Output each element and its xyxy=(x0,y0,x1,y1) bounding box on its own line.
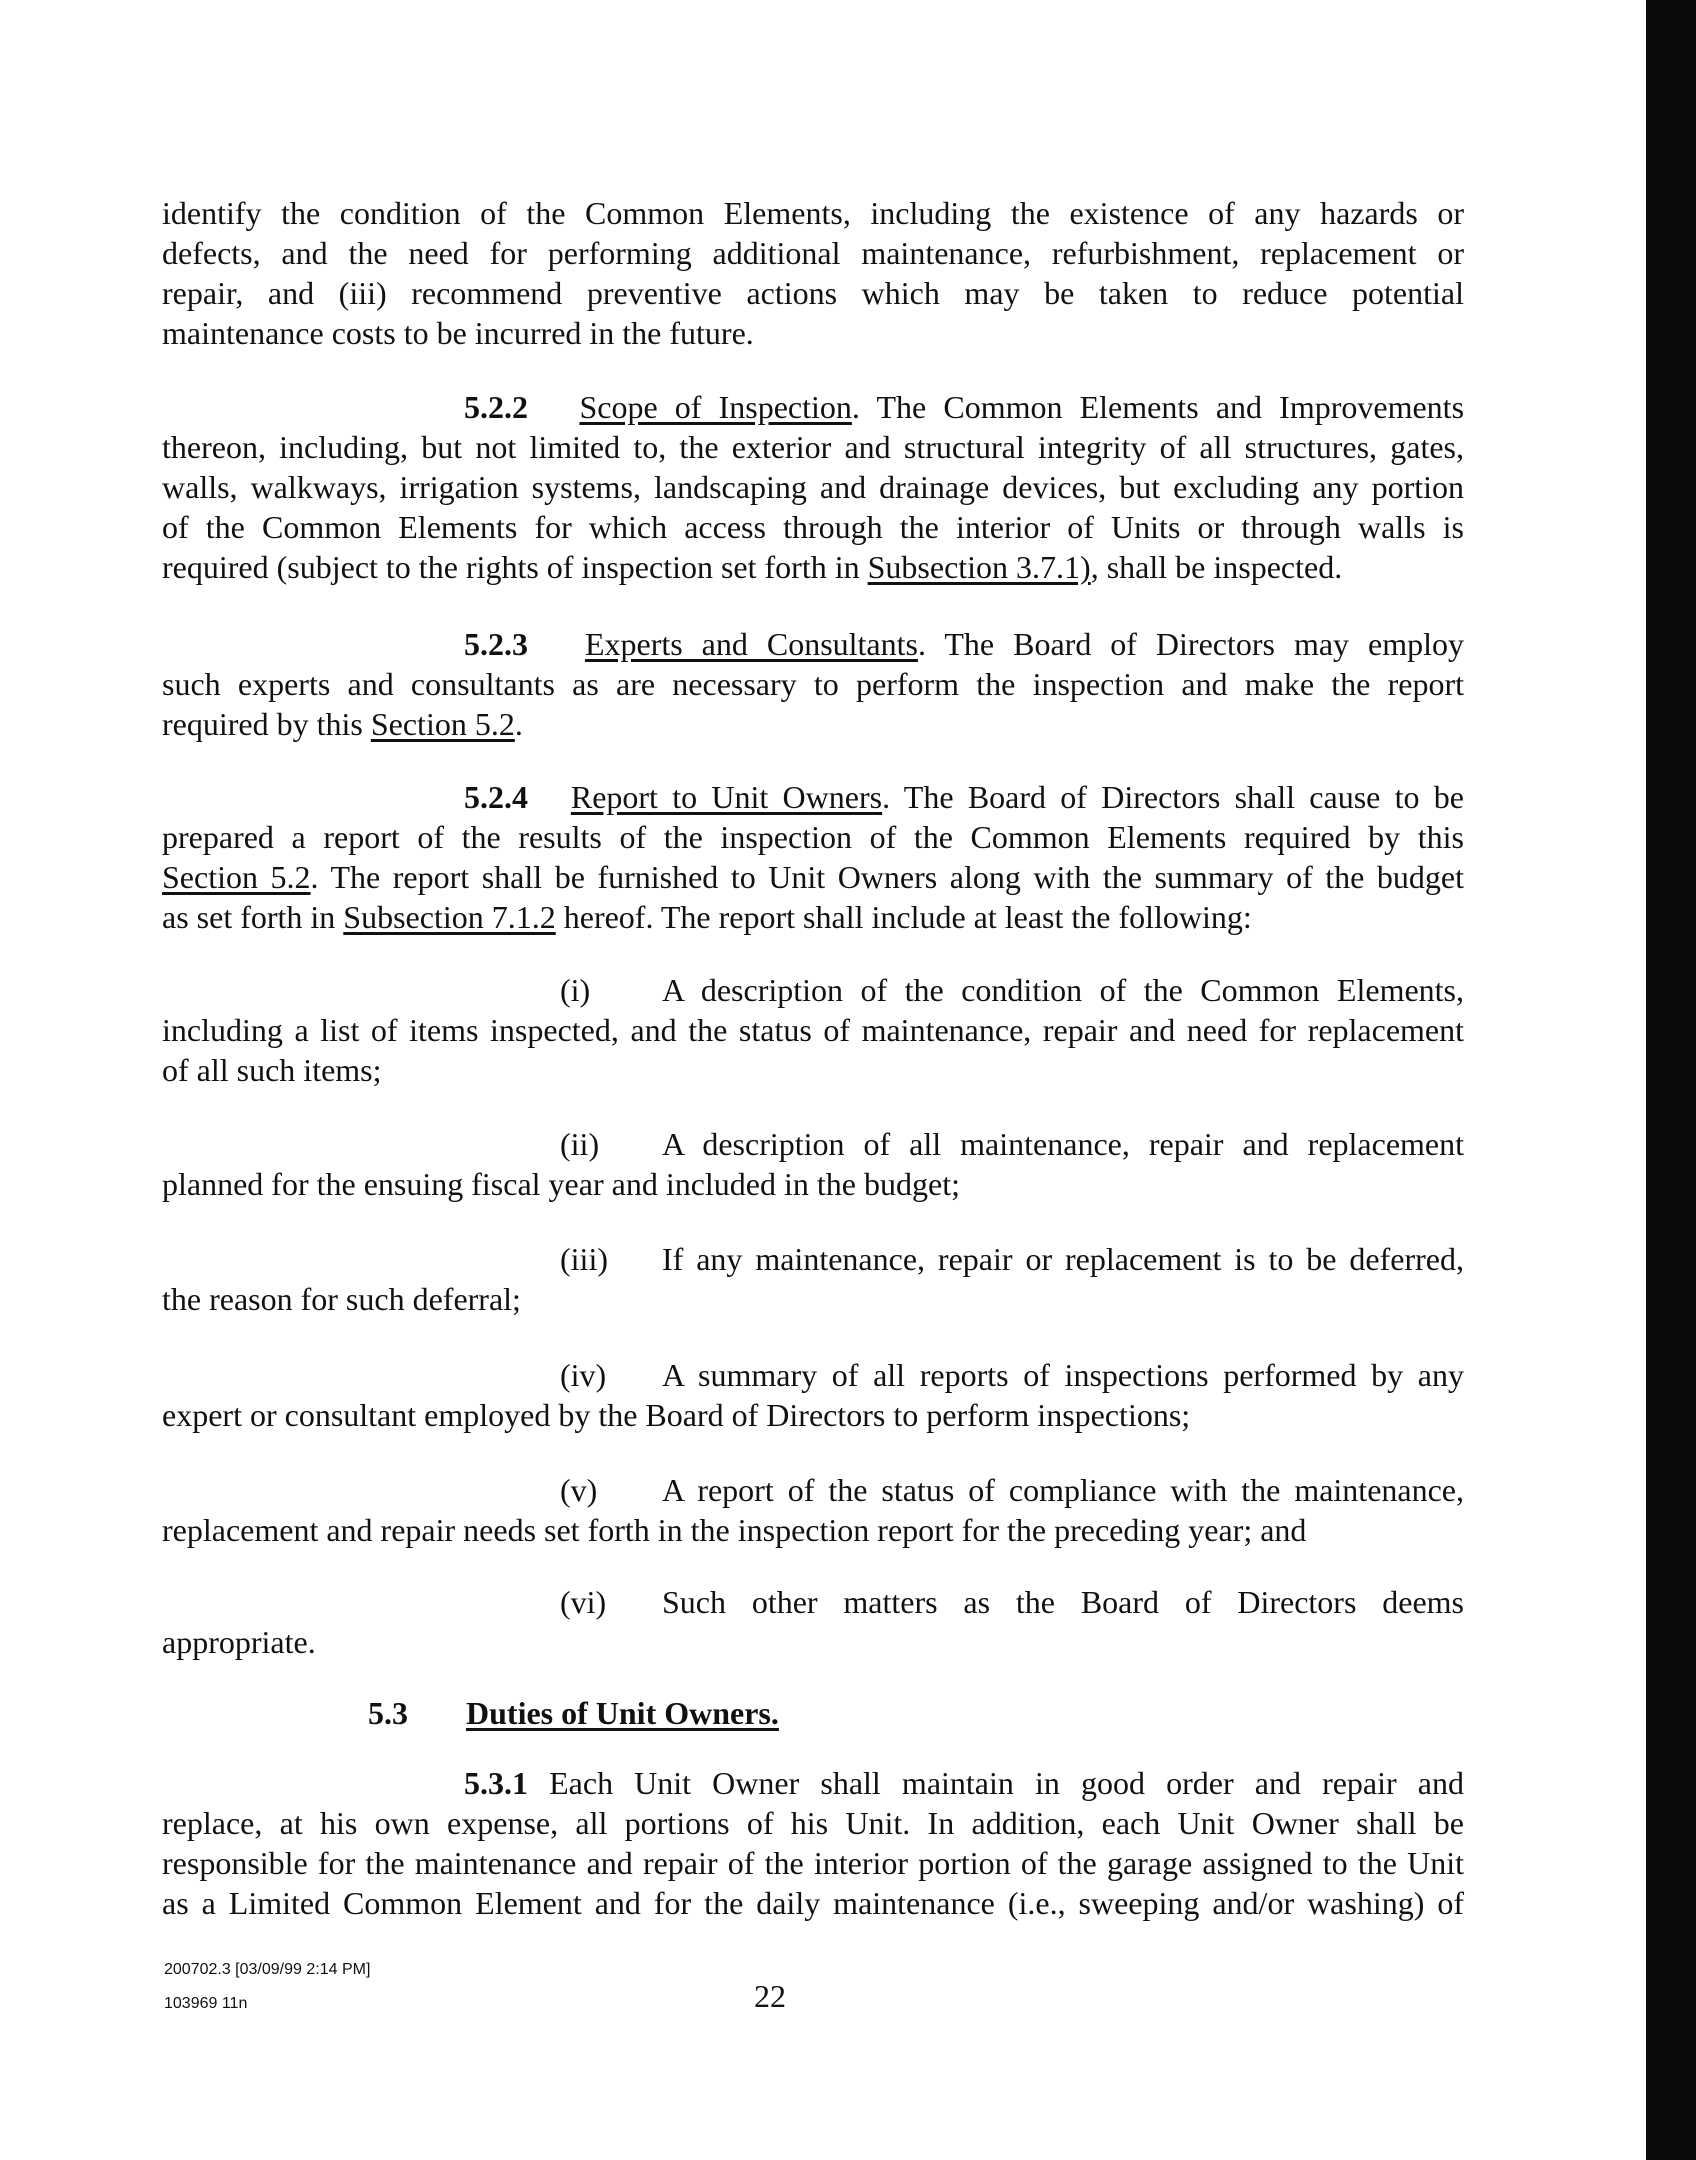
text-line xyxy=(162,897,1464,937)
cross-reference: Subsection 7.1.2 xyxy=(343,899,556,935)
text-segment: required (subject to the rights of inspection set forth in xyxy=(162,549,868,585)
text-line: walls, walkways, irrigation systems, landscaping and drainage devices, but excluding any portion xyxy=(162,469,1464,505)
list-item-number: (iv) xyxy=(560,1357,607,1393)
text-line: thereon, including, but not limited to, the exterior and structural integrity of all structures, gates, xyxy=(162,429,1464,465)
section-5-2-4 xyxy=(162,777,1464,937)
text-line xyxy=(162,547,1464,587)
section-5-2-2 xyxy=(162,387,1464,587)
text-line: the reason for such deferral; xyxy=(162,1281,521,1317)
section-number: 5.2.4 xyxy=(464,779,528,815)
section-number: 5.2.2 xyxy=(464,389,528,425)
text-line: of the Common Elements for which access through the interior of Units or through walls is xyxy=(162,509,1464,545)
list-item-number: (ii) xyxy=(560,1126,600,1162)
list-item-v xyxy=(162,1470,1464,1550)
page-number: 22 xyxy=(754,1978,786,2014)
list-item-first-line xyxy=(162,970,1464,1010)
text-segment: required by this xyxy=(162,706,371,742)
section-5-2-3 xyxy=(162,624,1464,744)
section-number: 5.3.1 xyxy=(464,1765,528,1801)
list-item-iv xyxy=(162,1355,1464,1435)
list-item-text: A summary of all reports of inspections performed by any xyxy=(662,1357,1464,1393)
text-line: expert or consultant employed by the Board of Directors to perform inspections; xyxy=(162,1397,1191,1433)
list-item-vi xyxy=(162,1582,1464,1662)
list-item-text: Such other matters as the Board of Directors deems xyxy=(662,1584,1464,1620)
list-item-text: A description of all maintenance, repair and replacement xyxy=(662,1126,1464,1162)
text-segment: as set forth in xyxy=(162,899,344,935)
list-item-text: A description of the condition of the Common Elements, xyxy=(662,972,1464,1008)
text-line: such experts and consultants as are necessary to perform the inspection and make the report xyxy=(162,666,1464,702)
paragraph-continuation xyxy=(162,193,1464,353)
text-line: as a Limited Common Element and for the daily maintenance (i.e., sweeping and/or washing) of xyxy=(162,1885,1464,1921)
text-segment: , shall be inspected. xyxy=(1090,549,1343,585)
section-first-line xyxy=(162,777,1464,817)
text-line: prepared a report of the results of the inspection of the Common Elements required by this xyxy=(162,819,1464,855)
text-line: of all such items; xyxy=(162,1052,382,1088)
text-line: planned for the ensuing fiscal year and included in the budget; xyxy=(162,1166,960,1202)
section-text: . The Board of Directors shall cause to be xyxy=(882,779,1465,815)
text-line: including a list of items inspected, and the status of maintenance, repair and need for replacement xyxy=(162,1012,1464,1048)
list-item-i xyxy=(162,970,1464,1090)
text-segment: . xyxy=(514,706,523,742)
list-item-first-line xyxy=(162,1124,1464,1164)
list-item-text: A report of the status of compliance with the maintenance, xyxy=(662,1472,1464,1508)
section-text: Each Unit Owner shall maintain in good order and repair and xyxy=(528,1765,1464,1801)
section-first-line xyxy=(162,1763,1464,1803)
section-title: Experts and Consultants xyxy=(584,626,918,662)
list-item-iii xyxy=(162,1239,1464,1319)
section-number: 5.2.3 xyxy=(464,626,528,662)
text-line: replace, at his own expense, all portions of his Unit. In addition, each Unit Owner shall be xyxy=(162,1805,1464,1841)
text-line: repair, and (iii) recommend preventive actions which may be taken to reduce potential xyxy=(162,275,1464,311)
list-item-first-line xyxy=(162,1239,1464,1279)
cross-reference: Section 5.2 xyxy=(370,706,515,742)
section-text: . The Board of Directors may employ xyxy=(917,626,1465,662)
footer-file-code: 103969 11n xyxy=(164,1995,248,2012)
text-line: replacement and repair needs set forth in the inspection report for the preceding year; and xyxy=(162,1512,1307,1548)
text-segment: hereof. The report shall include at least the following: xyxy=(555,899,1252,935)
text-line: defects, and the need for performing additional maintenance, refurbishment, replacement or xyxy=(162,235,1464,271)
section-number: 5.3 xyxy=(368,1695,408,1731)
section-first-line xyxy=(162,387,1464,427)
text-line xyxy=(162,704,1464,744)
list-item-number: (iii) xyxy=(560,1241,608,1277)
list-item-first-line xyxy=(162,1582,1464,1622)
text-line: responsible for the maintenance and repair of the interior portion of the garage assigned to the Unit xyxy=(162,1845,1464,1881)
list-item-first-line xyxy=(162,1470,1464,1510)
list-item-text: If any maintenance, repair or replacement is to be deferred, xyxy=(662,1241,1464,1277)
section-5-3-1 xyxy=(162,1763,1464,1923)
list-item-first-line xyxy=(162,1355,1464,1395)
footer-doc-code: 200702.3 [03/09/99 2:14 PM] xyxy=(164,1961,371,1978)
section-title: Report to Unit Owners xyxy=(570,779,883,815)
section-first-line xyxy=(162,624,1464,664)
section-text: . The Common Elements and Improvements xyxy=(851,389,1465,425)
text-line xyxy=(162,857,1464,897)
section-heading-5-3 xyxy=(368,1693,779,1733)
text-line: identify the condition of the Common Elements, including the existence of any hazards or xyxy=(162,195,1464,231)
list-item-number: (i) xyxy=(560,972,591,1008)
list-item-number: (v) xyxy=(560,1472,598,1508)
section-title: Scope of Inspection xyxy=(579,389,852,425)
section-title: Duties of Unit Owners. xyxy=(466,1695,779,1731)
cross-reference: Subsection 3.7.1) xyxy=(867,549,1091,585)
scan-edge-bar xyxy=(1646,0,1696,2160)
cross-reference: Section 5.2 xyxy=(162,859,311,895)
list-item-number: (vi) xyxy=(560,1584,607,1620)
text-segment: . The report shall be furnished to Unit Owners along with the summary of the budget xyxy=(310,859,1465,895)
text-line: appropriate. xyxy=(162,1624,316,1660)
text-line: maintenance costs to be incurred in the future. xyxy=(162,315,754,351)
list-item-ii xyxy=(162,1124,1464,1204)
